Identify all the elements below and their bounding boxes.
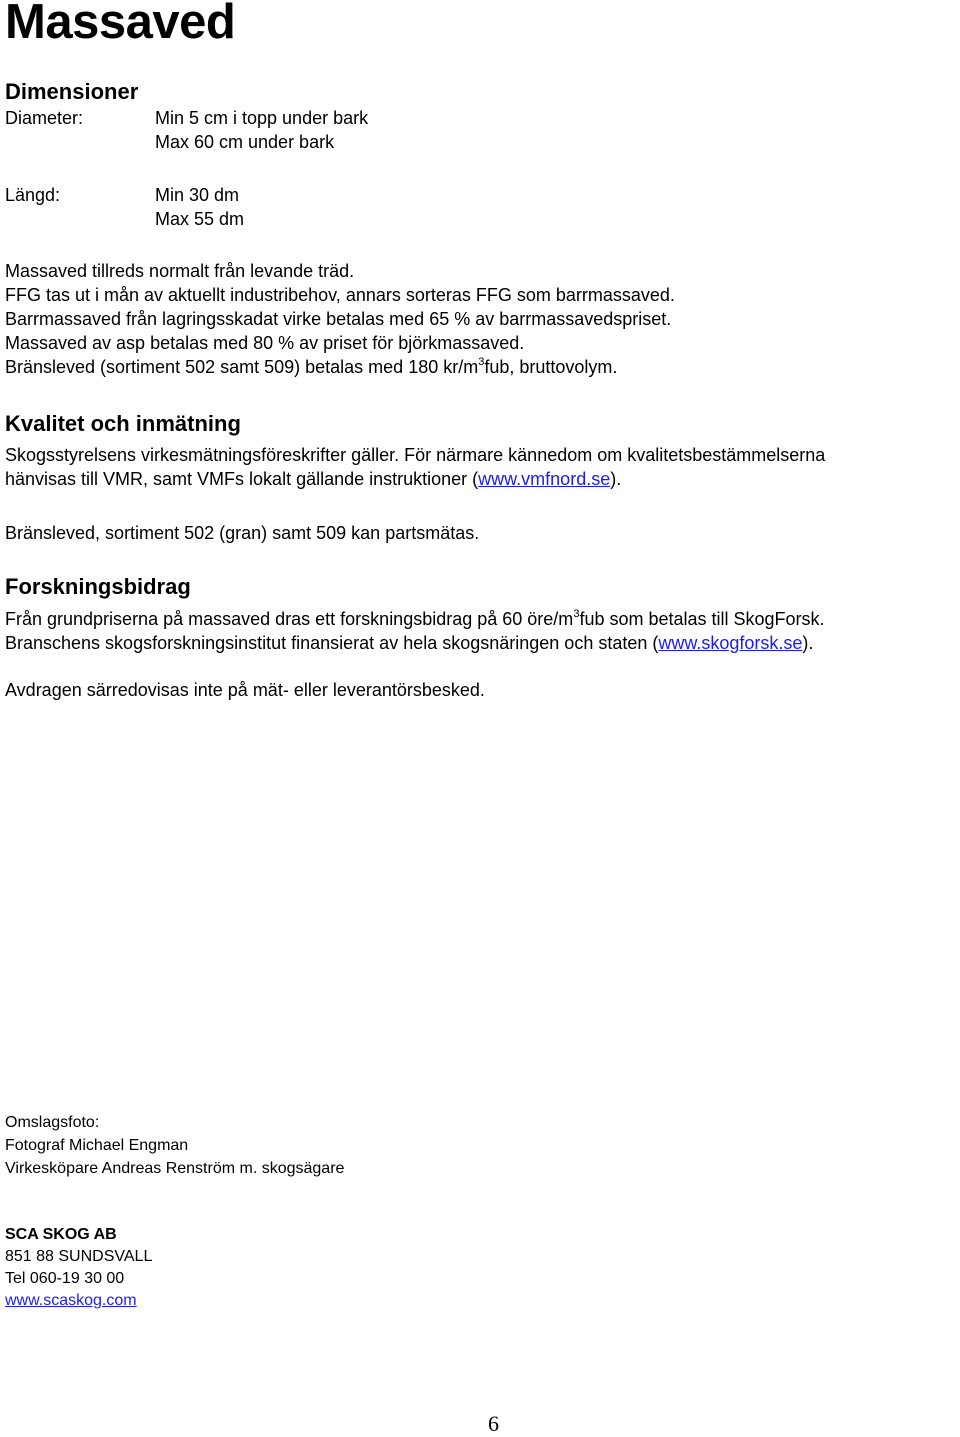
diameter-max: Max 60 cm under bark: [155, 132, 335, 152]
length-max: Max 55 dm: [155, 209, 245, 229]
dimensioner-heading: Dimensioner: [5, 79, 139, 104]
superscript: 3: [573, 608, 580, 620]
kvalitet-line: hänvisas till VMR, samt VMFs lokalt gällande instruktioner (www.vmfnord.se).: [5, 469, 622, 489]
kvalitet-partsmatning: Bränsleved, sortiment 502 (gran) samt 509 kan partsmätas.: [5, 523, 480, 543]
note-line: FFG tas ut i mån av aktuellt industribehov, annars sorteras FFG som barrmassaved.: [5, 285, 675, 305]
notes-block: [5, 259, 675, 379]
page-number: 6: [488, 1411, 499, 1436]
forskning-heading: Forskningsbidrag: [5, 574, 191, 599]
photo-credits-subject: Virkesköpare Andreas Renström m. skogsägare: [5, 1160, 345, 1177]
skogforsk-link[interactable]: www.skogforsk.se: [658, 633, 803, 653]
diameter-label: Diameter:: [5, 108, 84, 128]
note-line: Massaved tillreds normalt från levande träd.: [5, 261, 355, 281]
company-name: SCA SKOG AB: [5, 1226, 117, 1243]
kvalitet-text: [5, 443, 825, 491]
forskning-line: Branschens skogsforskningsinstitut finansierat av hela skogsnäringen och staten (www.skogforsk.se).: [5, 633, 814, 653]
vmfnord-link[interactable]: www.vmfnord.se: [478, 469, 611, 489]
diameter-min: Min 5 cm i topp under bark: [155, 108, 369, 128]
note-line: Barrmassaved från lagringsskadat virke betalas med 65 % av barrmassavedspriset.: [5, 309, 672, 329]
company-phone: Tel 060-19 30 00: [5, 1270, 125, 1287]
kvalitet-line: Skogsstyrelsens virkesmätningsföreskrifter gäller. För närmare kännedom om kvalitetsbestämmelserna: [5, 445, 826, 465]
contact-block: [5, 1224, 152, 1312]
page-title: Massaved: [5, 0, 236, 49]
kvalitet-heading: Kvalitet och inmätning: [5, 411, 241, 436]
forskning-line: Från grundpriserna på massaved dras ett forskningsbidrag på 60 öre/$m^3fub$ som betalas till SkogForsk.: [5, 608, 825, 629]
superscript: 3: [478, 356, 485, 368]
length-label: Längd:: [5, 185, 61, 205]
photo-credits: [5, 1111, 344, 1180]
forskning-avdrag: Avdragen särredovisas inte på mät- eller leverantörsbesked.: [5, 680, 485, 700]
photo-credits-label: Omslagsfoto:: [5, 1114, 100, 1131]
forskning-text: [5, 607, 825, 655]
photo-credits-photographer: Fotograf Michael Engman: [5, 1137, 189, 1154]
note-line: Massaved av asp betalas med 80 % av priset för björkmassaved.: [5, 333, 525, 353]
length-min: Min 30 dm: [155, 185, 240, 205]
company-website-link[interactable]: www.scaskog.com: [5, 1292, 137, 1309]
note-line: Bränsleved (sortiment 502 samt 509) betalas med 180 $kr/m^3fub$, bruttovolym.: [5, 356, 618, 377]
company-address: 851 88 SUNDSVALL: [5, 1248, 153, 1265]
